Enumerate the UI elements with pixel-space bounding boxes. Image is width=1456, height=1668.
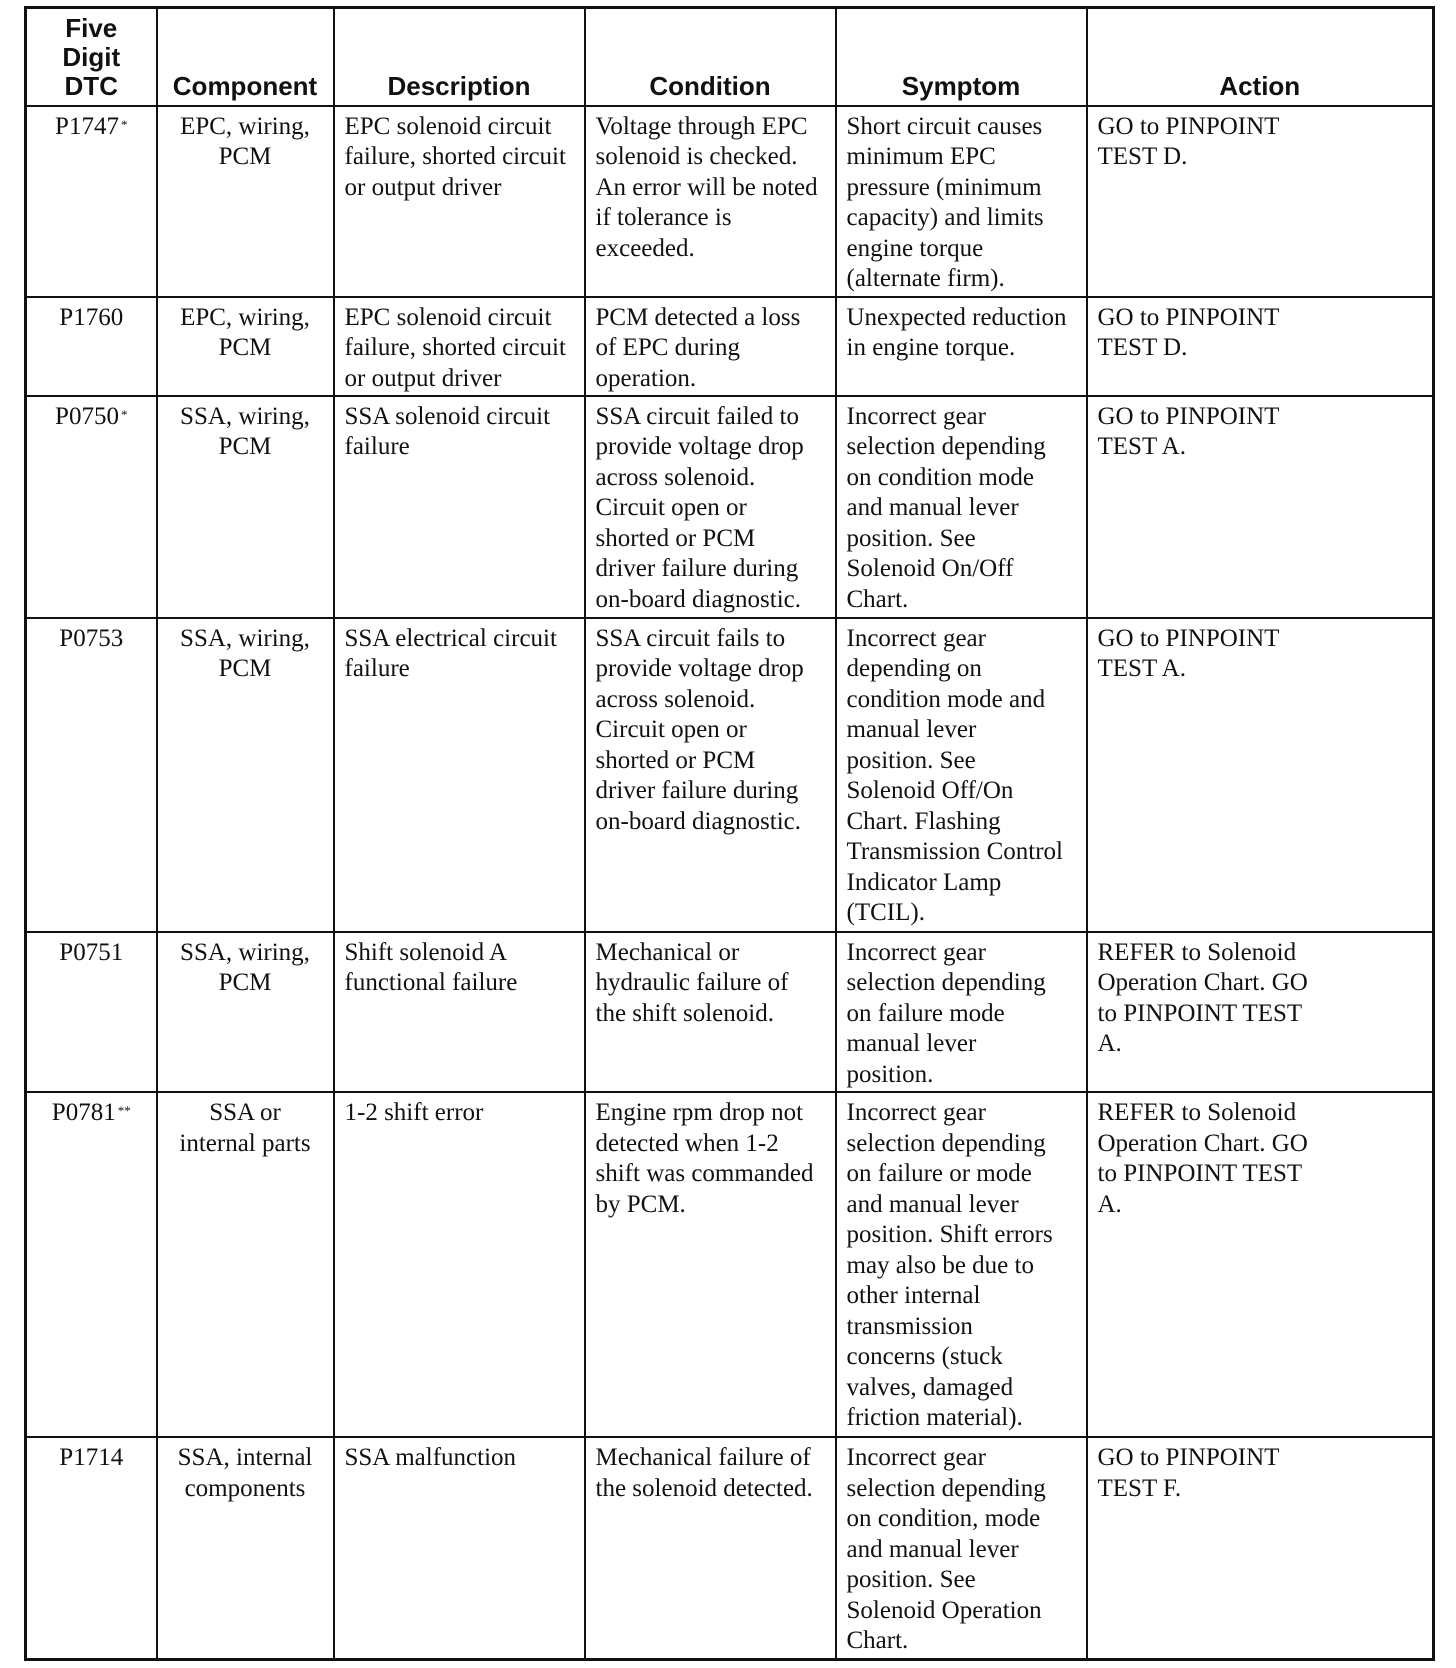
cell-line: SSA electrical circuit — [344, 624, 557, 652]
cell-line: and manual lever — [846, 1190, 1019, 1218]
cell-line: the shift solenoid. — [595, 999, 774, 1027]
cell-line: operation. — [595, 364, 697, 392]
dtc-code: P0750 — [55, 402, 119, 430]
dtc-code: P0781 — [51, 1099, 116, 1127]
header-line: Five — [65, 12, 118, 43]
cell-line: TEST A. — [1097, 433, 1186, 461]
dtc-code-cell — [26, 396, 157, 618]
description-cell — [334, 1092, 585, 1437]
cell-line: driver failure during — [595, 777, 799, 805]
cell-line: EPC solenoid circuit — [344, 112, 552, 140]
cell-line: REFER to Solenoid — [1097, 1099, 1297, 1127]
cell-line: components — [184, 1474, 306, 1502]
cell-line: GO to PINPOINT — [1097, 112, 1280, 140]
cell-line: provide voltage drop — [595, 433, 804, 461]
component-cell — [157, 1092, 334, 1437]
cell-line: Indicator Lamp — [846, 868, 1002, 896]
cell-line: Incorrect gear — [846, 1099, 986, 1127]
cell-line: position. — [846, 1060, 934, 1088]
cell-line: selection depending — [846, 433, 1046, 461]
cell-line: manual lever — [846, 716, 977, 744]
cell-line: SSA circuit failed to — [595, 402, 799, 430]
component-cell — [157, 396, 334, 618]
action-cell — [1087, 1092, 1434, 1437]
cell-line: TEST F. — [1097, 1474, 1182, 1502]
cell-line: Short circuit causes — [846, 112, 1043, 140]
cell-line: A. — [1097, 1190, 1122, 1218]
cell-line: Mechanical or — [595, 938, 740, 966]
cell-line: PCM — [218, 969, 272, 997]
cell-line: 1-2 shift error — [344, 1099, 484, 1127]
component-cell — [157, 618, 334, 932]
table-row — [26, 297, 1434, 396]
dtc-code-cell — [26, 106, 157, 297]
dtc-code-cell — [26, 932, 157, 1093]
cell-line: depending on — [846, 655, 982, 683]
table-row — [26, 1092, 1434, 1437]
table-row — [26, 106, 1434, 297]
cell-line: the solenoid detected. — [595, 1474, 813, 1502]
cell-line: selection depending — [846, 1129, 1046, 1157]
cell-line: (TCIL). — [846, 899, 925, 927]
component-cell — [157, 932, 334, 1093]
cell-line: Incorrect gear — [846, 938, 986, 966]
table-row — [26, 1437, 1434, 1659]
action-cell — [1087, 932, 1434, 1093]
symptom-cell — [836, 618, 1087, 932]
symptom-cell — [836, 932, 1087, 1093]
cell-line: position. Shift errors — [846, 1221, 1053, 1249]
cell-line: shift was commanded — [595, 1160, 814, 1188]
cell-line: SSA, wiring, — [180, 938, 310, 966]
cell-line: GO to PINPOINT — [1097, 624, 1280, 652]
description-cell — [334, 1437, 585, 1659]
cell-line: GO to PINPOINT — [1097, 402, 1280, 430]
header-action — [1087, 8, 1434, 106]
symptom-cell — [836, 297, 1087, 396]
cell-line: or output driver — [344, 173, 502, 201]
dtc-code: P1714 — [59, 1444, 124, 1472]
cell-line: selection depending — [846, 969, 1046, 997]
condition-cell — [585, 618, 836, 932]
cell-line: Voltage through EPC — [595, 112, 808, 140]
cell-line: of EPC during — [595, 334, 740, 362]
cell-line: position. See — [846, 746, 976, 774]
dtc-table — [24, 6, 1435, 1661]
condition-cell — [585, 932, 836, 1093]
condition-cell — [585, 396, 836, 618]
condition-cell — [585, 297, 836, 396]
dtc-code: P0753 — [59, 624, 124, 652]
cell-line: Operation Chart. GO — [1097, 1129, 1308, 1157]
condition-cell — [585, 1092, 836, 1437]
cell-line: and manual lever — [846, 494, 1019, 522]
header-line: Action — [1219, 70, 1301, 101]
cell-line: concerns (stuck — [846, 1343, 1003, 1371]
cell-line: EPC, wiring, — [180, 303, 310, 331]
dtc-code-cell — [26, 1437, 157, 1659]
cell-line: Solenoid Operation — [846, 1596, 1042, 1624]
cell-line: on condition, mode — [846, 1505, 1041, 1533]
cell-line: engine torque — [846, 234, 984, 262]
cell-line: Circuit open or — [595, 494, 747, 522]
cell-line: solenoid is checked. — [595, 143, 798, 170]
header-line: Condition — [649, 70, 771, 101]
action-cell — [1087, 297, 1434, 396]
description-cell — [334, 106, 585, 297]
cell-line: SSA malfunction — [344, 1444, 517, 1472]
cell-line: EPC solenoid circuit — [344, 303, 552, 331]
cell-line: across solenoid. — [595, 685, 756, 713]
cell-line: Transmission Control — [846, 838, 1063, 866]
cell-line: hydraulic failure of — [595, 969, 789, 997]
cell-line: exceeded. — [595, 234, 695, 262]
cell-line: PCM detected a loss — [595, 303, 801, 331]
cell-line: SSA, wiring, — [180, 624, 310, 652]
cell-line: Chart. — [846, 585, 909, 613]
cell-line: driver failure during — [595, 555, 799, 583]
cell-line: on failure or mode — [846, 1160, 1032, 1188]
cell-line: Mechanical failure of — [595, 1444, 811, 1472]
table-row — [26, 932, 1434, 1093]
cell-line: manual lever — [846, 1030, 977, 1058]
cell-line: to PINPOINT TEST — [1097, 999, 1303, 1027]
cell-line: Operation Chart. GO — [1097, 969, 1308, 997]
cell-line: failure, shorted circuit — [344, 334, 566, 362]
cell-line: SSA solenoid circuit — [344, 402, 551, 430]
header-component — [157, 8, 334, 106]
header-condition — [585, 8, 836, 106]
header-line: Component — [172, 70, 318, 101]
cell-line: failure, shorted circuit — [344, 143, 566, 170]
header-line: Symptom — [901, 70, 1021, 101]
cell-line: Engine rpm drop not — [595, 1099, 804, 1127]
cell-line: capacity) and limits — [846, 204, 1044, 231]
cell-line: detected when 1-2 — [595, 1129, 779, 1157]
cell-line: (alternate firm). — [846, 265, 1005, 292]
cell-line: selection depending — [846, 1474, 1046, 1502]
symptom-cell — [836, 1437, 1087, 1659]
cell-line: GO to PINPOINT — [1097, 1444, 1280, 1472]
cell-line: Incorrect gear — [846, 1444, 986, 1472]
cell-line: EPC, wiring, — [180, 112, 310, 140]
symptom-cell — [836, 396, 1087, 618]
footnote-marker: ** — [117, 1103, 131, 1119]
cell-line: across solenoid. — [595, 463, 756, 491]
cell-line: GO to PINPOINT — [1097, 303, 1280, 331]
component-cell — [157, 1437, 334, 1659]
cell-line: transmission — [846, 1312, 973, 1340]
table-row — [26, 396, 1434, 618]
cell-line: An error will be noted — [595, 173, 818, 201]
condition-cell — [585, 106, 836, 297]
cell-line: Circuit open or — [595, 716, 747, 744]
table-body — [26, 106, 1434, 1660]
action-cell — [1087, 1437, 1434, 1659]
cell-line: provide voltage drop — [595, 655, 804, 683]
cell-line: may also be due to — [846, 1251, 1034, 1279]
cell-line: on-board diagnostic. — [595, 807, 802, 835]
cell-line: PCM — [218, 334, 272, 362]
cell-line: and manual lever — [846, 1535, 1019, 1563]
action-cell — [1087, 618, 1434, 932]
condition-cell — [585, 1437, 836, 1659]
header-line: Description — [387, 70, 531, 101]
cell-line: TEST A. — [1097, 655, 1186, 683]
cell-line: Chart. — [846, 1627, 909, 1655]
cell-line: position. See — [846, 524, 976, 552]
cell-line: on failure mode — [846, 999, 1005, 1027]
footnote-marker: * — [120, 116, 128, 132]
header-symptom — [836, 8, 1087, 106]
description-cell — [334, 396, 585, 618]
cell-line: Incorrect gear — [846, 624, 986, 652]
description-cell — [334, 618, 585, 932]
dtc-code: P0751 — [59, 938, 124, 966]
cell-line: Solenoid Off/On — [846, 777, 1014, 805]
cell-line: if tolerance is — [595, 204, 732, 231]
cell-line: PCM — [218, 433, 272, 461]
description-cell — [334, 932, 585, 1093]
cell-line: SSA or — [209, 1099, 281, 1127]
cell-line: in engine torque. — [846, 334, 1016, 362]
component-cell — [157, 106, 334, 297]
cell-line: SSA, internal — [177, 1444, 313, 1472]
cell-line: functional failure — [344, 969, 518, 997]
cell-line: Unexpected reduction — [846, 303, 1067, 331]
cell-line: other internal — [846, 1282, 981, 1310]
header-line: Digit — [62, 41, 121, 72]
dtc-code: P1760 — [59, 303, 124, 331]
action-cell — [1087, 396, 1434, 618]
dtc-code-cell — [26, 618, 157, 932]
cell-line: to PINPOINT TEST — [1097, 1160, 1303, 1188]
symptom-cell — [836, 1092, 1087, 1437]
header-row — [26, 8, 1434, 106]
cell-line: or output driver — [344, 364, 502, 392]
cell-line: on-board diagnostic. — [595, 585, 802, 613]
cell-line: Incorrect gear — [846, 402, 986, 430]
cell-line: pressure (minimum — [846, 173, 1042, 201]
cell-line: friction material). — [846, 1404, 1023, 1432]
cell-line: SSA circuit fails to — [595, 624, 786, 652]
header-description — [334, 8, 585, 106]
cell-line: Solenoid On/Off — [846, 555, 1014, 583]
dtc-code: P1747 — [55, 112, 119, 140]
cell-line: TEST D. — [1097, 143, 1188, 170]
cell-line: by PCM. — [595, 1190, 686, 1218]
cell-line: condition mode and — [846, 685, 1046, 713]
cell-line: internal parts — [179, 1129, 311, 1157]
header-line: DTC — [64, 70, 118, 101]
component-cell — [157, 297, 334, 396]
symptom-cell — [836, 106, 1087, 297]
cell-line: PCM — [218, 143, 272, 170]
cell-line: failure — [344, 655, 410, 683]
description-cell — [334, 297, 585, 396]
cell-line: SSA, wiring, — [180, 402, 310, 430]
dtc-code-cell — [26, 297, 157, 396]
header-five-digit-dtc — [26, 8, 157, 106]
table-row — [26, 618, 1434, 932]
cell-line: REFER to Solenoid — [1097, 938, 1297, 966]
dtc-code-cell — [26, 1092, 157, 1437]
cell-line: minimum EPC — [846, 143, 996, 170]
cell-line: shorted or PCM — [595, 524, 756, 552]
cell-line: Chart. Flashing — [846, 807, 1001, 835]
footnote-marker: * — [120, 406, 128, 422]
cell-line: Shift solenoid A — [344, 938, 508, 966]
cell-line: valves, damaged — [846, 1373, 1014, 1401]
cell-line: PCM — [218, 655, 272, 683]
action-cell — [1087, 106, 1434, 297]
cell-line: A. — [1097, 1030, 1122, 1058]
cell-line: shorted or PCM — [595, 746, 756, 774]
cell-line: failure — [344, 433, 410, 461]
cell-line: position. See — [846, 1566, 976, 1594]
cell-line: on condition mode — [846, 463, 1034, 491]
cell-line: TEST D. — [1097, 334, 1188, 362]
